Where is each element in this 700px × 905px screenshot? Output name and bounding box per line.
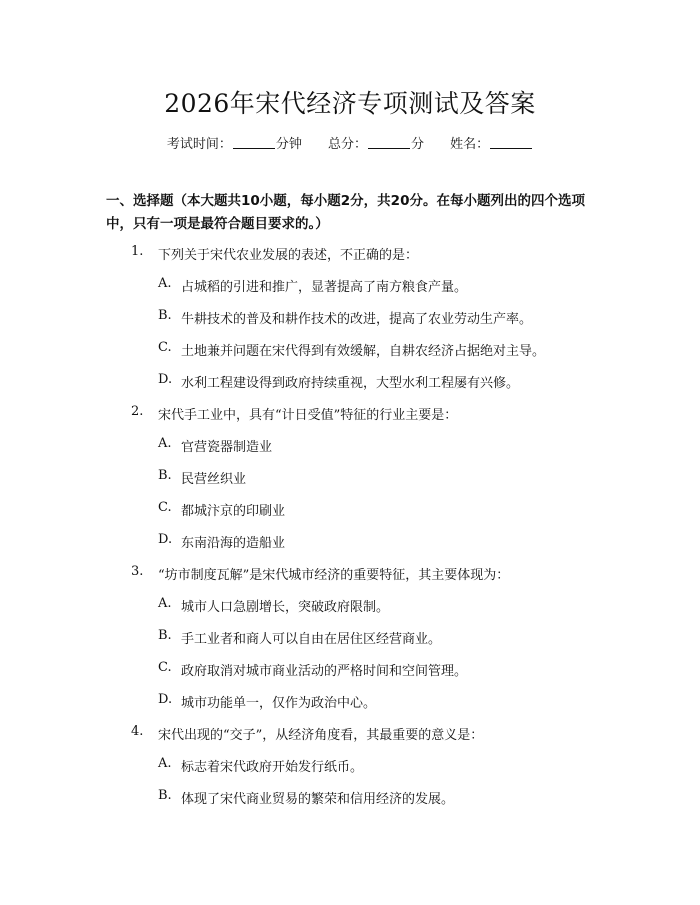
option-text: 东南沿海的造船业 bbox=[181, 536, 286, 551]
section-heading: 一、选择题（本大题共10小题，每小题2分，共20分。在每小题列出的四个选项中，只有一项是最符合题目要求的。） bbox=[106, 193, 585, 232]
question-list bbox=[0, 236, 700, 812]
option-text: 标志着宋代政府开始发行纸币。 bbox=[181, 760, 364, 775]
question-2-option-d bbox=[0, 524, 700, 556]
question-4-option-a bbox=[0, 748, 700, 780]
option-letter: D. bbox=[158, 692, 173, 707]
option-text: 官营瓷器制造业 bbox=[181, 440, 273, 455]
question-2 bbox=[0, 396, 700, 428]
option-text: 水利工程建设得到政府持续重视，大型水利工程屡有兴修。 bbox=[181, 376, 520, 391]
question-4-option-b bbox=[0, 780, 700, 812]
question-1 bbox=[0, 236, 700, 268]
option-letter: B. bbox=[158, 788, 172, 803]
option-text: 占城稻的引进和推广，显著提高了南方粮食产量。 bbox=[181, 280, 468, 295]
exam-time-unit: 分钟 bbox=[275, 137, 302, 152]
question-1-option-a bbox=[0, 268, 700, 300]
name-blank bbox=[490, 136, 532, 149]
question-3-option-a bbox=[0, 588, 700, 620]
option-letter: A. bbox=[158, 436, 172, 451]
question-3-option-b bbox=[0, 620, 700, 652]
exam-time-label: 考试时间： bbox=[166, 137, 232, 152]
exam-time-field bbox=[167, 137, 302, 152]
question-number: 4. bbox=[131, 724, 144, 739]
exam-info-line bbox=[0, 133, 700, 152]
option-text: 城市功能单一，仅作为政治中心。 bbox=[181, 696, 377, 711]
question-2-option-c bbox=[0, 492, 700, 524]
question-2-option-a bbox=[0, 428, 700, 460]
question-3-option-d bbox=[0, 684, 700, 716]
option-text: 手工业者和商人可以自由在居住区经营商业。 bbox=[181, 632, 442, 647]
question-stem: “坊市制度瓦解”是宋代城市经济的重要特征，其主要体现为： bbox=[158, 568, 510, 583]
option-letter: B. bbox=[158, 308, 172, 323]
question-stem: 宋代出现的“交子”，从经济角度看，其最重要的意义是： bbox=[158, 728, 484, 743]
option-letter: C. bbox=[158, 660, 172, 675]
total-score-label: 总分： bbox=[327, 137, 367, 152]
question-stem: 下列关于宋代农业发展的表述，不正确的是： bbox=[158, 248, 419, 263]
option-letter: A. bbox=[158, 276, 172, 291]
question-1-option-c bbox=[0, 332, 700, 364]
question-2-option-b bbox=[0, 460, 700, 492]
option-letter: D. bbox=[158, 532, 173, 547]
total-score-field bbox=[328, 137, 424, 152]
question-number: 3. bbox=[131, 564, 144, 579]
option-letter: C. bbox=[158, 500, 172, 515]
question-3 bbox=[0, 556, 700, 588]
question-3-option-c bbox=[0, 652, 700, 684]
option-text: 都城汴京的印刷业 bbox=[181, 504, 286, 519]
option-text: 牛耕技术的普及和耕作技术的改进，提高了农业劳动生产率。 bbox=[181, 312, 533, 327]
question-number: 2. bbox=[131, 404, 144, 419]
option-letter: D. bbox=[158, 372, 173, 387]
question-4 bbox=[0, 716, 700, 748]
total-score-blank bbox=[368, 136, 410, 149]
option-text: 土地兼并问题在宋代得到有效缓解，自耕农经济占据绝对主导。 bbox=[181, 344, 546, 359]
question-1-option-d bbox=[0, 364, 700, 396]
option-letter: C. bbox=[158, 340, 172, 355]
exam-time-blank bbox=[233, 136, 275, 149]
total-score-unit: 分 bbox=[411, 137, 425, 152]
option-letter: B. bbox=[158, 468, 172, 483]
option-letter: A. bbox=[158, 756, 172, 771]
option-text: 民营丝织业 bbox=[181, 472, 247, 487]
name-field bbox=[450, 137, 533, 152]
page-title: 2026年宋代经济专项测试及答案 bbox=[164, 89, 536, 118]
question-number: 1. bbox=[131, 244, 144, 259]
option-text: 城市人口急剧增长，突破政府限制。 bbox=[181, 600, 390, 615]
option-letter: A. bbox=[158, 596, 172, 611]
option-letter: B. bbox=[158, 628, 172, 643]
option-text: 体现了宋代商业贸易的繁荣和信用经济的发展。 bbox=[181, 792, 455, 807]
question-1-option-b bbox=[0, 300, 700, 332]
name-label: 姓名： bbox=[450, 137, 490, 152]
option-text: 政府取消对城市商业活动的严格时间和空间管理。 bbox=[181, 664, 468, 679]
question-stem: 宋代手工业中，具有“计日受值”特征的行业主要是： bbox=[158, 408, 458, 423]
